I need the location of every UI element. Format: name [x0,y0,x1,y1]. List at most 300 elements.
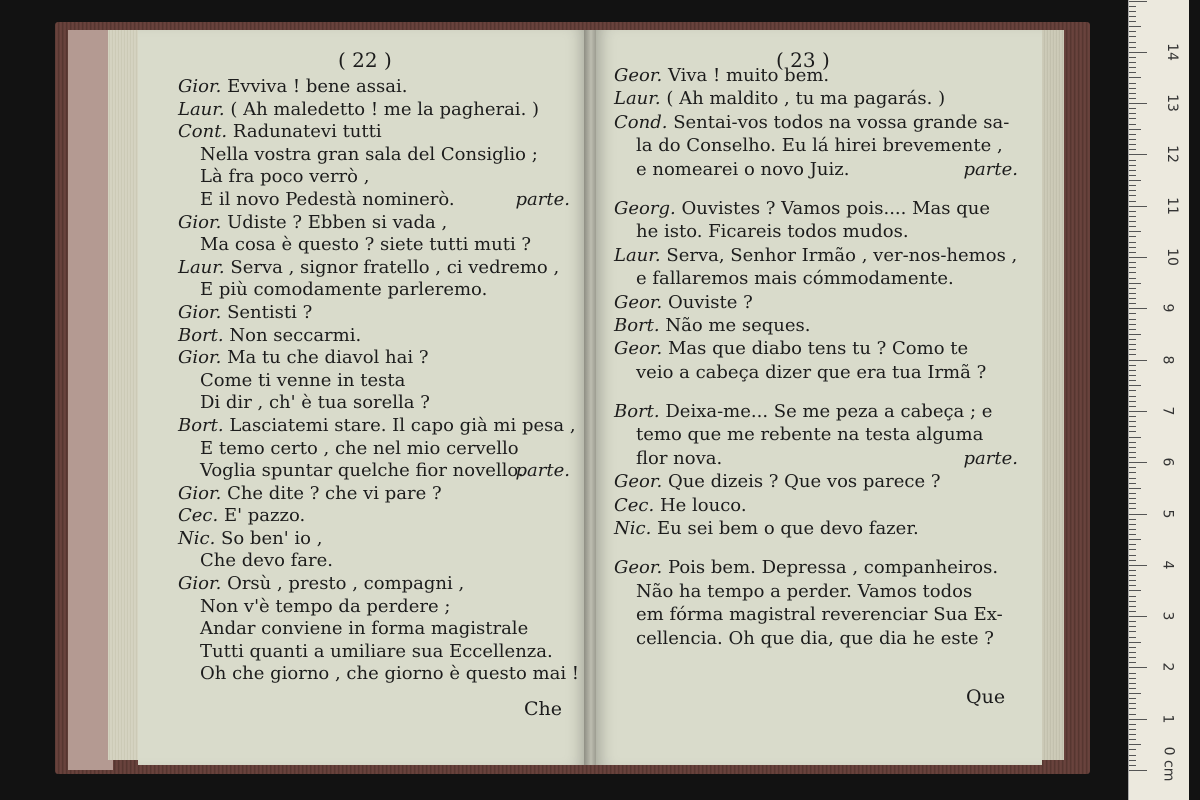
ruler-tick [1129,11,1136,12]
text-line [178,505,570,528]
speaker-name: Geor. [614,338,663,360]
ruler-tick [1129,185,1136,186]
ruler-label: 1 [1159,714,1176,724]
ruler-tick [1129,724,1136,725]
ruler-tick [1129,606,1136,607]
ruler-tick [1129,744,1141,745]
text-line [614,470,1018,493]
line-text: Che devo fare. [200,550,334,572]
text-line [178,641,570,664]
ruler-tick [1129,616,1147,617]
text-line [178,325,570,348]
ruler-tick [1129,416,1136,417]
speaker-name: Laur. [178,98,225,120]
line-text: Che dite ? che vi pare ? [227,482,442,504]
ruler-tick [1129,195,1136,196]
ruler-label: 6 [1159,457,1176,467]
speaker-name: Nic. [178,527,216,549]
ruler-tick [1129,170,1136,171]
line-text: Deixa-me... Se me peza a cabeça ; e [665,401,993,423]
ruler-label: 8 [1159,355,1176,365]
ruler-tick [1129,683,1136,684]
line-text: Oh che giorno , che giorno è questo mai ! [200,663,580,685]
ruler-tick [1129,67,1136,68]
text-line [178,618,570,641]
ruler-tick [1129,93,1136,94]
ruler-tick [1129,708,1136,709]
stanza-gap [614,540,1018,556]
line-text: e fallaremos mais cómmodamente. [636,268,954,290]
ruler-tick [1129,401,1136,402]
ruler-tick [1129,31,1136,32]
line-text: Não me seques. [665,314,811,336]
text-line [614,244,1018,267]
line-text: Radunatevi tutti [232,121,382,143]
text-line [614,134,1018,157]
speaker-name: Geor. [614,291,663,313]
ruler-tick [1129,580,1136,581]
line-text: ( Ah maldito , tu ma pagarás. ) [666,88,946,110]
ruler-tick [1129,688,1136,689]
text-line [614,400,1018,423]
text-line [178,392,570,415]
ruler-tick [1129,154,1147,155]
ruler-tick [1129,652,1136,653]
ruler-tick [1129,303,1136,304]
text-line [178,528,570,551]
text-line [614,267,1018,290]
speaker-name: Cec. [178,505,219,527]
ruler-tick [1129,339,1136,340]
line-text: Sentai-vos todos na vossa grande sa- [673,111,1010,133]
text-line [178,370,570,393]
line-text: Pois bem. Depressa , companheiros. [667,557,999,579]
ruler-tick [1129,596,1136,597]
ruler-tick [1129,42,1136,43]
stanza-gap [614,384,1018,400]
ruler-tick [1129,252,1136,253]
ruler-tick [1129,375,1136,376]
speaker-name: Bort. [614,314,660,336]
line-text: Sentisti ? [227,301,313,323]
ruler-tick [1129,247,1136,248]
speaker-name: Gior. [178,211,222,233]
line-text: Orsù , presto , compagni , [227,573,465,595]
text-line [614,627,1018,650]
ruler-tick [1129,626,1136,627]
speaker-name: Bort. [178,414,224,436]
ruler-tick [1129,570,1136,571]
line-text: He louco. [659,494,747,516]
text-line [614,423,1018,446]
text-line [614,556,1018,579]
ruler-tick [1129,601,1136,602]
ruler-tick [1129,385,1141,386]
line-text: Di dir , ch' è tua sorella ? [200,392,430,414]
right-page [596,30,1042,765]
ruler-label: 4 [1159,560,1176,570]
speaker-name: Cont. [178,121,228,143]
text-line [178,99,570,122]
catchword: Che [524,698,563,720]
ruler-tick [1129,47,1136,48]
ruler-tick [1129,334,1141,335]
text-line [614,87,1018,110]
speaker-name: Bort. [614,401,660,423]
ruler-tick [1129,642,1141,643]
ruler-tick [1129,647,1136,648]
ruler-tick [1129,313,1136,314]
ruler-tick [1129,283,1141,284]
ruler-tick [1129,319,1136,320]
ruler-tick [1129,83,1136,84]
ruler-tick [1129,144,1136,145]
ruler-tick [1129,62,1136,63]
ruler-tick [1129,88,1136,89]
ruler-tick [1129,257,1147,258]
ruler-tick [1129,108,1136,109]
line-text: E temo certo , che nel mio cervello [200,437,519,459]
ruler-label: 3 [1159,611,1176,621]
ruler-tick [1129,693,1141,694]
text-line [614,111,1018,134]
ruler-tick [1129,77,1141,78]
text-line [178,212,570,235]
ruler-label: 9 [1159,303,1176,313]
ruler-tick [1129,231,1141,232]
catchword: Que [966,686,1006,708]
ruler-tick [1129,637,1136,638]
ruler-tick [1129,667,1147,668]
text-block [178,76,580,686]
ruler-tick [1129,493,1136,494]
ruler-tick [1129,1,1147,2]
text-line [178,573,570,596]
line-text: Voglia spuntar quelche fior novello. [200,460,524,482]
text-line [178,166,570,189]
ruler-label: 2 [1159,662,1176,672]
ruler-tick [1129,703,1136,704]
line-text: veio a cabeça dizer que era tua Irmã ? [636,361,987,383]
ruler-tick [1129,236,1136,237]
text-line [178,347,570,370]
ruler-tick [1129,134,1136,135]
line-text: E il novo Pedestà nominerò. [200,188,455,210]
line-text: Là fra poco verrò , [200,166,370,188]
ruler-tick [1129,206,1147,207]
text-line [614,580,1018,603]
speaker-name: Gior. [178,573,222,595]
stanza-gap [614,181,1018,197]
ruler-tick [1129,452,1136,453]
ruler-tick [1129,503,1136,504]
ruler-label: 13 [1163,94,1180,113]
ruler-tick [1129,765,1136,766]
line-text: Não ha tempo a perder. Vamos todos [636,580,973,602]
ruler-tick [1129,631,1136,632]
ruler-tick [1129,560,1136,561]
ruler-tick [1129,180,1141,181]
line-text: em fórma magistral reverenciar Sua Ex- [636,604,1003,626]
line-text: Come ti venne in testa [200,369,406,391]
ruler-tick [1129,426,1136,427]
ruler-tick [1129,462,1147,463]
ruler-tick [1129,21,1136,22]
ruler-tick [1129,226,1136,227]
line-text: ( Ah maledetto ! me la pagherai. ) [230,98,540,120]
ruler-tick [1129,483,1136,484]
ruler-tick [1129,124,1136,125]
ruler-tick [1129,360,1147,361]
line-text: he isto. Ficareis todos mudos. [636,221,909,243]
page-stack-left [108,30,138,760]
ruler-tick [1129,555,1136,556]
ruler-tick [1129,539,1141,540]
text-block [614,64,1018,650]
ruler-tick [1129,534,1136,535]
text-line [614,517,1018,540]
line-text: Non v'è tempo da perdere ; [200,595,451,617]
ruler-label: 12 [1163,145,1180,164]
ruler-label: 5 [1159,509,1176,518]
ruler-tick [1129,16,1136,17]
line-text: Evviva ! bene assai. [227,76,408,97]
ruler-tick [1129,467,1136,468]
ruler-tick [1129,498,1136,499]
ruler-tick [1129,118,1136,119]
text-line [178,76,570,99]
line-text: E più comodamente parleremo. [200,279,488,301]
ruler-tick [1129,329,1136,330]
text-line [178,189,570,212]
ruler-tick [1129,739,1136,740]
line-text: E' pazzo. [223,505,306,527]
speaker-name: Gior. [178,482,222,504]
ruler-tick [1129,139,1136,140]
speaker-name: Cec. [614,494,655,516]
ruler-tick [1129,411,1147,412]
line-text: la do Conselho. Eu lá hirei brevemente , [636,135,1003,157]
ruler-label: 10 [1163,248,1180,266]
ruler-tick [1129,324,1136,325]
ruler-tick [1129,544,1136,545]
ruler-label: 7 [1159,406,1176,416]
ruler-tick [1129,211,1136,212]
ruler-tick [1129,354,1136,355]
ruler-tick [1129,421,1136,422]
ruler-tick [1129,36,1136,37]
ruler-tick [1129,308,1147,309]
ruler-tick [1129,565,1147,566]
text-line [178,414,576,438]
speaker-name: Laur. [178,256,225,278]
speaker-name: Nic. [614,518,652,540]
ruler-tick [1129,749,1136,750]
text-line [614,220,1018,243]
ruler-tick [1129,457,1136,458]
ruler-tick [1129,590,1141,591]
cover-edge [68,30,113,770]
speaker-name: Geor. [614,471,663,493]
speaker-name: Geor. [614,65,663,86]
line-text: Mas que diabo tens tu ? Como te [667,338,969,360]
ruler-tick [1129,447,1136,448]
ruler-tick [1129,442,1136,443]
text-line [178,663,580,686]
ruler-label: 14 [1163,42,1180,61]
ruler-tick [1129,714,1136,715]
ruler-tick [1129,113,1136,114]
ruler-tick [1129,437,1141,438]
line-text: Ma cosa è questo ? siete tutti muti ? [200,234,532,256]
speaker-name: Gior. [178,301,222,323]
ruler-tick [1129,529,1136,530]
text-line [614,603,1018,626]
ruler-tick [1129,103,1147,104]
text-line [178,483,570,506]
ruler-tick [1129,190,1136,191]
ruler-tick [1129,129,1141,130]
ruler-tick [1129,52,1147,53]
stage-direction: parte. [963,447,1018,469]
ruler-tick [1129,519,1136,520]
measuring-ruler [1128,0,1189,800]
speaker-name: Bort. [178,324,224,346]
ruler-tick [1129,575,1136,576]
ruler-tick [1129,175,1136,176]
ruler-tick [1129,662,1136,663]
text-line [178,302,570,325]
ruler-tick [1129,390,1136,391]
line-text: temo que me rebente na testa alguma [636,424,984,446]
ruler-tick [1129,734,1136,735]
line-text: flor nova. [636,447,723,469]
ruler-tick [1129,365,1136,366]
stage-direction: parte. [963,158,1018,180]
page-stack-right [1040,30,1064,760]
ruler-tick [1129,585,1136,586]
speaker-name: Laur. [614,244,661,266]
ruler-tick [1129,678,1136,679]
line-text: So ben' io , [221,527,323,549]
line-text: Lasciatemi stare. Il capo già mi pesa , [229,414,576,436]
ruler-tick [1129,770,1147,771]
line-text: Eu sei bem o que devo fazer. [657,518,919,540]
ruler-tick [1129,349,1136,350]
ruler-tick [1129,396,1136,397]
ruler-tick [1129,719,1147,720]
ruler-tick [1129,165,1136,166]
line-text: Ma tu che diavol hai ? [227,347,429,369]
line-text: Udiste ? Ebben si vada , [227,211,448,233]
stage-direction: parte. [515,460,570,482]
line-text: e nomearei o novo Juiz. [636,158,850,180]
text-line [178,596,570,619]
ruler-tick [1129,6,1136,7]
line-text: Ouvistes ? Vamos pois.... Mas que [681,197,990,219]
stage-direction: parte. [515,188,570,210]
ruler-tick [1129,431,1136,432]
text-line [614,64,1018,87]
text-line [178,234,570,257]
ruler-tick [1129,262,1136,263]
text-line [614,494,1018,517]
ruler-unit-label: 0 cm [1160,746,1177,782]
line-text: Nella vostra gran sala del Consiglio ; [200,143,538,165]
ruler-tick [1129,488,1141,489]
ruler-tick [1129,288,1136,289]
ruler-tick [1129,406,1136,407]
speaker-name: Georg. [614,197,676,219]
ruler-tick [1129,278,1136,279]
text-line [614,361,1018,384]
ruler-tick [1129,673,1136,674]
speaker-name: Gior. [178,76,222,97]
text-line [614,197,1018,220]
ruler-tick [1129,221,1136,222]
page-number: ( 23 ) [776,48,830,72]
left-page [138,30,586,765]
text-line [178,460,570,483]
ruler-tick [1129,242,1136,243]
speaker-name: Cond. [614,111,668,133]
ruler-tick [1129,380,1136,381]
ruler-tick [1129,160,1136,161]
line-text: Tutti quanti a umiliare sua Eccellenza. [200,640,553,662]
line-text: Ouviste ? [667,291,753,313]
ruler-tick [1129,760,1136,761]
text-line [178,438,570,461]
ruler-tick [1129,549,1136,550]
speaker-name: Gior. [178,347,222,369]
ruler-tick [1129,72,1136,73]
ruler-tick [1129,524,1136,525]
line-text: Non seccarmi. [229,324,362,346]
line-text: Serva, Senhor Irmão , ver-nos-hemos , [666,244,1018,266]
ruler-tick [1129,755,1136,756]
ruler-tick [1129,57,1136,58]
ruler-tick [1129,344,1136,345]
line-text: Viva ! muito bem. [667,65,830,86]
text-line [178,550,570,573]
ruler-tick [1129,472,1136,473]
ruler-tick [1129,729,1136,730]
text-line [178,144,570,167]
ruler-tick [1129,293,1136,294]
ruler-tick [1129,267,1136,268]
ruler-tick [1129,298,1136,299]
ruler-tick [1129,216,1136,217]
ruler-tick [1129,98,1136,99]
ruler-tick [1129,272,1136,273]
text-line [178,257,570,280]
ruler-tick [1129,149,1136,150]
line-text: Andar conviene in forma magistrale [200,618,529,640]
speaker-name: Geor. [614,557,663,579]
page-number: ( 22 ) [338,48,392,72]
ruler-label: 11 [1163,196,1180,215]
line-text: cellencia. Oh que dia, que dia he este ? [636,627,994,649]
speaker-name: Laur. [614,88,661,110]
text-line [614,337,1018,360]
ruler-tick [1129,611,1136,612]
ruler-tick [1129,508,1136,509]
ruler-tick [1129,514,1147,515]
text-line [614,291,1018,314]
ruler-tick [1129,201,1136,202]
ruler-tick [1129,370,1136,371]
text-line [614,447,1018,470]
